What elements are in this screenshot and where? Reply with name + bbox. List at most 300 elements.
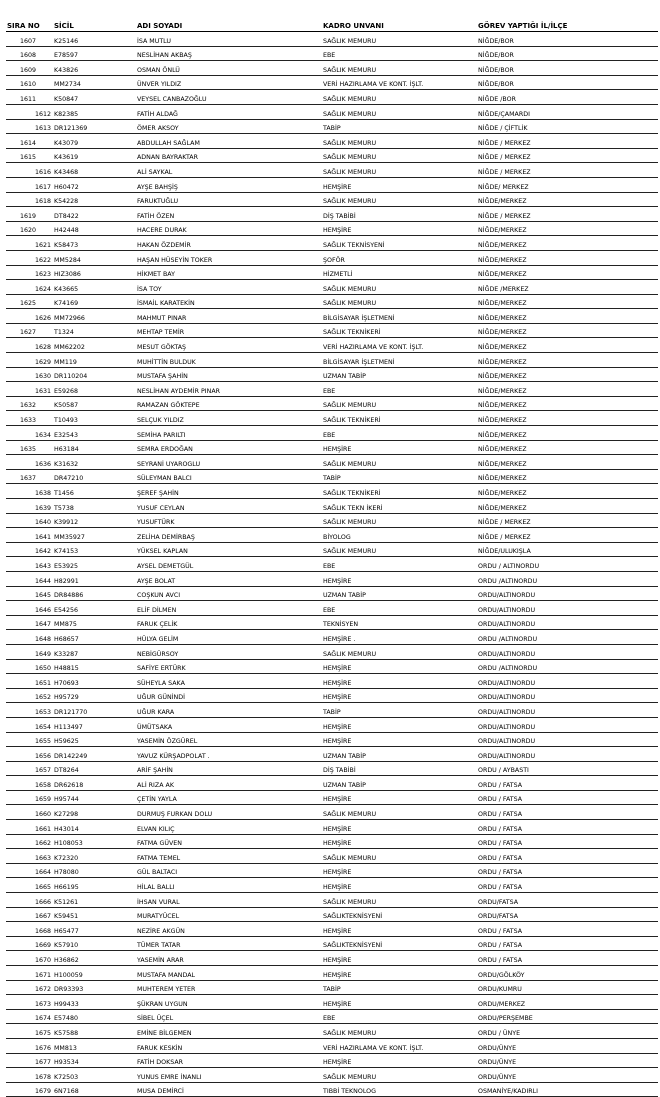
cell-sira-no: 1645 — [6, 586, 53, 601]
cell-gorev-yeri: NİĞDE/MERKEZ — [477, 382, 658, 397]
cell-sira-no: 1617 — [6, 177, 53, 192]
table-row — [6, 104, 658, 119]
table-row — [6, 557, 658, 572]
cell-kadro-unvani: SAĞLIK MEMURU — [322, 32, 477, 47]
table-row — [6, 75, 658, 90]
cell-adi-soyadi: İSMAİL KARATEKİN — [136, 294, 322, 309]
cell-sicil: H59625 — [53, 732, 136, 747]
cell-sicil: H113497 — [53, 717, 136, 732]
cell-adi-soyadi: VEYSEL CANBAZOĞLU — [136, 90, 322, 105]
table-row — [6, 761, 658, 776]
cell-sicil: K59451 — [53, 907, 136, 922]
cell-kadro-unvani: SAĞLIK MEMURU — [322, 644, 477, 659]
cell-gorev-yeri: NİĞDE / ÇİFTLİK — [477, 119, 658, 134]
cell-sicil: K25146 — [53, 32, 136, 47]
table-row — [6, 236, 658, 251]
cell-kadro-unvani: TEKNİSYEN — [322, 615, 477, 630]
cell-gorev-yeri: NİĞDE/MERKEZ — [477, 396, 658, 411]
table-row — [6, 32, 658, 47]
cell-sicil: E59268 — [53, 382, 136, 397]
cell-adi-soyadi: YÜKSEL KAPLAN — [136, 542, 322, 557]
cell-sicil: K43665 — [53, 280, 136, 295]
table-row — [6, 61, 658, 76]
cell-sicil: H95744 — [53, 790, 136, 805]
cell-kadro-unvani: BİLGİSAYAR İŞLETMENİ — [322, 309, 477, 324]
cell-kadro-unvani: HEMŞİRE — [322, 863, 477, 878]
personnel-table — [6, 20, 658, 1097]
cell-gorev-yeri: NİĞDE / MERKEZ — [477, 163, 658, 178]
cell-kadro-unvani: VERİ HAZIRLAMA VE KONT. İŞLT. — [322, 1038, 477, 1053]
cell-sira-no: 1653 — [6, 703, 53, 718]
table-row — [6, 674, 658, 689]
cell-sira-no: 1666 — [6, 893, 53, 908]
cell-sira-no: 1644 — [6, 571, 53, 586]
cell-gorev-yeri: ORDU / FATSA — [477, 790, 658, 805]
cell-sicil: T1456 — [53, 484, 136, 499]
cell-gorev-yeri: NİĞDE / MERKEZ — [477, 134, 658, 149]
cell-adi-soyadi: YUSUFTÜRK — [136, 513, 322, 528]
table-row — [6, 863, 658, 878]
cell-adi-soyadi: YASEMİN ÖZGÜREL — [136, 732, 322, 747]
cell-sicil: DR47210 — [53, 469, 136, 484]
cell-adi-soyadi: DURMUŞ FURKAN DOLU — [136, 805, 322, 820]
cell-kadro-unvani: HEMŞİRE — [322, 966, 477, 981]
cell-kadro-unvani: HEMŞİRE — [322, 878, 477, 893]
table-row — [6, 513, 658, 528]
cell-gorev-yeri: ORDU/ALTINORDU — [477, 747, 658, 762]
cell-sicil: MM35927 — [53, 528, 136, 543]
cell-sicil: H36862 — [53, 951, 136, 966]
cell-sicil: H63184 — [53, 440, 136, 455]
cell-sira-no: 1637 — [6, 469, 53, 484]
table-row — [6, 1024, 658, 1039]
table-row — [6, 426, 658, 441]
cell-gorev-yeri: NİĞDE/BOR — [477, 46, 658, 61]
cell-sira-no: 1658 — [6, 776, 53, 791]
cell-sicil: H99433 — [53, 995, 136, 1010]
cell-gorev-yeri: NİĞDE/MERKEZ — [477, 367, 658, 382]
cell-adi-soyadi: COŞKUN AVCI — [136, 586, 322, 601]
cell-adi-soyadi: ÜNVER YILDIZ — [136, 75, 322, 90]
cell-sicil: DR93393 — [53, 980, 136, 995]
table-row — [6, 849, 658, 864]
cell-sira-no: 1641 — [6, 528, 53, 543]
cell-gorev-yeri: ORDU/KUMRU — [477, 980, 658, 995]
cell-gorev-yeri: ORDU/ÜNYE — [477, 1053, 658, 1068]
table-row — [6, 805, 658, 820]
cell-kadro-unvani: SAĞLIKTEKNİSYENİ — [322, 907, 477, 922]
table-row — [6, 469, 658, 484]
cell-kadro-unvani: HEMŞİRE — [322, 571, 477, 586]
cell-sira-no: 1629 — [6, 353, 53, 368]
cell-sicil: K43619 — [53, 148, 136, 163]
cell-sira-no: 1612 — [6, 104, 53, 119]
cell-sicil: H42448 — [53, 221, 136, 236]
cell-sira-no: 1659 — [6, 790, 53, 805]
cell-sira-no: 1671 — [6, 966, 53, 981]
cell-adi-soyadi: ÖMER AKSOY — [136, 119, 322, 134]
cell-kadro-unvani: BİYOLOG — [322, 528, 477, 543]
cell-sicil: DR142249 — [53, 747, 136, 762]
cell-sicil: K39912 — [53, 513, 136, 528]
cell-gorev-yeri: NİĞDE/MERKEZ — [477, 484, 658, 499]
cell-kadro-unvani: HEMŞİRE — [322, 221, 477, 236]
table-row — [6, 966, 658, 981]
cell-sicil: T1324 — [53, 323, 136, 338]
cell-sira-no: 1620 — [6, 221, 53, 236]
cell-gorev-yeri: ORDU / FATSA — [477, 849, 658, 864]
cell-adi-soyadi: İSA TOY — [136, 280, 322, 295]
cell-adi-soyadi: AYŞE BAHŞİŞ — [136, 177, 322, 192]
cell-adi-soyadi: ÜMÜTSAKA — [136, 717, 322, 732]
cell-sira-no: 1643 — [6, 557, 53, 572]
table-row — [6, 484, 658, 499]
cell-kadro-unvani: SAĞLIK TEKNİSYENİ — [322, 236, 477, 251]
cell-sira-no: 1642 — [6, 542, 53, 557]
cell-adi-soyadi: MURATYÜCEL — [136, 907, 322, 922]
table-row — [6, 396, 658, 411]
cell-kadro-unvani: TABİP — [322, 119, 477, 134]
table-row — [6, 163, 658, 178]
cell-gorev-yeri: ORDU/ALTINORDU — [477, 688, 658, 703]
table-row — [6, 134, 658, 149]
table-row — [6, 659, 658, 674]
cell-adi-soyadi: ABDULLAH SAĞLAM — [136, 134, 322, 149]
cell-gorev-yeri: ORDU/ALTINORDU — [477, 644, 658, 659]
cell-adi-soyadi: SÜLEYMAN BALCI — [136, 469, 322, 484]
cell-gorev-yeri: ORDU/ÜNYE — [477, 1068, 658, 1083]
cell-kadro-unvani: HEMŞİRE — [322, 820, 477, 835]
cell-adi-soyadi: AYSEL DEMETGÜL — [136, 557, 322, 572]
table-row — [6, 630, 658, 645]
cell-gorev-yeri: ORDU / ÜNYE — [477, 1024, 658, 1039]
cell-gorev-yeri: ORDU/GÖLKÖY — [477, 966, 658, 981]
table-row — [6, 951, 658, 966]
cell-sira-no: 1646 — [6, 601, 53, 616]
cell-adi-soyadi: MEHTAP TEMİR — [136, 323, 322, 338]
cell-sicil: K27298 — [53, 805, 136, 820]
table-row — [6, 571, 658, 586]
cell-sicil: H66195 — [53, 878, 136, 893]
cell-gorev-yeri: ORDU/ALTINORDU — [477, 703, 658, 718]
cell-kadro-unvani: UZMAN TABİP — [322, 367, 477, 382]
table-row — [6, 353, 658, 368]
cell-kadro-unvani: UZMAN TABİP — [322, 586, 477, 601]
cell-kadro-unvani: SAĞLIK MEMURU — [322, 294, 477, 309]
cell-kadro-unvani: HEMŞİRE — [322, 674, 477, 689]
cell-gorev-yeri: ORDU/ALTINORDU — [477, 732, 658, 747]
cell-sira-no: 1669 — [6, 936, 53, 951]
cell-gorev-yeri: NİĞDE/MERKEZ — [477, 265, 658, 280]
cell-sira-no: 1678 — [6, 1068, 53, 1083]
cell-sira-no: 1628 — [6, 338, 53, 353]
table-row — [6, 455, 658, 470]
cell-sicil: K72503 — [53, 1068, 136, 1083]
cell-kadro-unvani: SAĞLIK MEMURU — [322, 90, 477, 105]
cell-adi-soyadi: FARUK ÇELİK — [136, 615, 322, 630]
cell-adi-soyadi: ELİF DİLMEN — [136, 601, 322, 616]
cell-gorev-yeri: ORDU/ÜNYE — [477, 1038, 658, 1053]
table-row — [6, 747, 658, 762]
cell-sira-no: 1672 — [6, 980, 53, 995]
cell-kadro-unvani: SAĞLIK MEMURU — [322, 163, 477, 178]
cell-sira-no: 1656 — [6, 747, 53, 762]
cell-sicil: E32543 — [53, 426, 136, 441]
cell-adi-soyadi: HÜLYA GELİM — [136, 630, 322, 645]
cell-sira-no: 1675 — [6, 1024, 53, 1039]
cell-kadro-unvani: VERİ HAZIRLAMA VE KONT. İŞLT. — [322, 75, 477, 90]
cell-adi-soyadi: EMİNE BİLGEMEN — [136, 1024, 322, 1039]
cell-kadro-unvani: TABİP — [322, 703, 477, 718]
cell-sicil: K43468 — [53, 163, 136, 178]
cell-adi-soyadi: NEZİRE AKGÜN — [136, 922, 322, 937]
cell-kadro-unvani: SAĞLIK MEMURU — [322, 1068, 477, 1083]
cell-adi-soyadi: OSMAN ÖNLÜ — [136, 61, 322, 76]
cell-sira-no: 1661 — [6, 820, 53, 835]
table-row — [6, 922, 658, 937]
cell-adi-soyadi: MUSTAFA MANDAL — [136, 966, 322, 981]
table-row — [6, 280, 658, 295]
cell-adi-soyadi: ŞÜKRAN UYGUN — [136, 995, 322, 1010]
cell-gorev-yeri: ORDU / FATSA — [477, 805, 658, 820]
cell-kadro-unvani: SAĞLIK MEMURU — [322, 104, 477, 119]
table-row — [6, 265, 658, 280]
cell-gorev-yeri: OSMANİYE/KADIRLI — [477, 1082, 658, 1097]
cell-kadro-unvani: SAĞLIK MEMURU — [322, 396, 477, 411]
table-row — [6, 250, 658, 265]
cell-adi-soyadi: HAŞAN HÜSEYİN TOKER — [136, 250, 322, 265]
table-row — [6, 338, 658, 353]
table-row — [6, 499, 658, 514]
cell-gorev-yeri: NİĞDE /BOR — [477, 90, 658, 105]
table-row — [6, 703, 658, 718]
table-row — [6, 601, 658, 616]
table-row — [6, 309, 658, 324]
cell-sicil: K31632 — [53, 455, 136, 470]
cell-kadro-unvani: HEMŞİRE — [322, 440, 477, 455]
cell-kadro-unvani: EBE — [322, 382, 477, 397]
cell-sira-no: 1611 — [6, 90, 53, 105]
cell-sicil: H60472 — [53, 177, 136, 192]
cell-sicil: H43014 — [53, 820, 136, 835]
cell-sira-no: 1674 — [6, 1009, 53, 1024]
table-row — [6, 1038, 658, 1053]
cell-gorev-yeri: NİĞDE/BOR — [477, 32, 658, 47]
cell-sicil: E53925 — [53, 557, 136, 572]
cell-sira-no: 1676 — [6, 1038, 53, 1053]
cell-sira-no: 1663 — [6, 849, 53, 864]
cell-gorev-yeri: NİĞDE/MERKEZ — [477, 426, 658, 441]
cell-adi-soyadi: SÜHEYLA SAKA — [136, 674, 322, 689]
cell-gorev-yeri: ORDU / FATSA — [477, 820, 658, 835]
cell-sicil: K74169 — [53, 294, 136, 309]
cell-kadro-unvani: SAĞLIK TEKNİKERİ — [322, 323, 477, 338]
cell-kadro-unvani: HEMŞİRE — [322, 995, 477, 1010]
cell-sicil: K72320 — [53, 849, 136, 864]
cell-adi-soyadi: YAVUZ KÜRŞADPOLAT . — [136, 747, 322, 762]
cell-adi-soyadi: FATMA GÜVEN — [136, 834, 322, 849]
cell-gorev-yeri: ORDU/ALTINORDU — [477, 674, 658, 689]
cell-sira-no: 1655 — [6, 732, 53, 747]
cell-adi-soyadi: İHSAN VURAL — [136, 893, 322, 908]
cell-sicil: K74153 — [53, 542, 136, 557]
cell-sicil: E54256 — [53, 601, 136, 616]
cell-sira-no: 1670 — [6, 951, 53, 966]
cell-kadro-unvani: HEMŞİRE — [322, 834, 477, 849]
cell-sira-no: 1638 — [6, 484, 53, 499]
cell-sicil: H65477 — [53, 922, 136, 937]
cell-kadro-unvani: SAĞLIK MEMURU — [322, 849, 477, 864]
cell-sicil: MM62202 — [53, 338, 136, 353]
table-row — [6, 192, 658, 207]
cell-kadro-unvani: SAĞLIK MEMURU — [322, 134, 477, 149]
cell-sira-no: 1664 — [6, 863, 53, 878]
cell-gorev-yeri: NİĞDE/BOR — [477, 61, 658, 76]
cell-sira-no: 1621 — [6, 236, 53, 251]
cell-kadro-unvani: UZMAN TABİP — [322, 776, 477, 791]
cell-gorev-yeri: NİĞDE/ MERKEZ — [477, 177, 658, 192]
cell-sira-no: 1679 — [6, 1082, 53, 1097]
cell-adi-soyadi: FATMA TEMEL — [136, 849, 322, 864]
cell-sicil: K43079 — [53, 134, 136, 149]
cell-kadro-unvani: EBE — [322, 1009, 477, 1024]
cell-gorev-yeri: NİĞDE /MERKEZ — [477, 280, 658, 295]
cell-kadro-unvani: EBE — [322, 601, 477, 616]
cell-gorev-yeri: NİĞDE/ÇAMARDI — [477, 104, 658, 119]
header-sicil: SİCİL — [53, 20, 136, 32]
cell-adi-soyadi: FARUK KESKİN — [136, 1038, 322, 1053]
cell-sicil: MM2734 — [53, 75, 136, 90]
cell-sicil: K50587 — [53, 396, 136, 411]
cell-sira-no: 1630 — [6, 367, 53, 382]
cell-gorev-yeri: NİĞDE/MERKEZ — [477, 192, 658, 207]
table-row — [6, 90, 658, 105]
cell-sicil: K57910 — [53, 936, 136, 951]
table-row — [6, 1082, 658, 1097]
cell-gorev-yeri: NİĞDE/MERKEZ — [477, 411, 658, 426]
cell-sira-no: 1649 — [6, 644, 53, 659]
cell-sira-no: 1636 — [6, 455, 53, 470]
cell-gorev-yeri: ORDU / FATSA — [477, 863, 658, 878]
cell-sira-no: 1667 — [6, 907, 53, 922]
cell-adi-soyadi: FATİH DOKSAR — [136, 1053, 322, 1068]
cell-kadro-unvani: HEMŞİRE — [322, 732, 477, 747]
cell-adi-soyadi: ADNAN BAYRAKTAR — [136, 148, 322, 163]
cell-kadro-unvani: SAĞLIK MEMURU — [322, 280, 477, 295]
cell-sicil: H100059 — [53, 966, 136, 981]
cell-adi-soyadi: FATİH ALDAĞ — [136, 104, 322, 119]
table-row — [6, 323, 658, 338]
cell-sicil: HIZ3086 — [53, 265, 136, 280]
cell-gorev-yeri: NİĞDE/MERKEZ — [477, 353, 658, 368]
table-row — [6, 717, 658, 732]
table-row — [6, 1009, 658, 1024]
cell-sira-no: 1647 — [6, 615, 53, 630]
cell-sira-no: 1608 — [6, 46, 53, 61]
cell-adi-soyadi: NEBİGÜRSOY — [136, 644, 322, 659]
cell-sira-no: 1639 — [6, 499, 53, 514]
table-row — [6, 907, 658, 922]
cell-sira-no: 1631 — [6, 382, 53, 397]
cell-adi-soyadi: ELVAN KILIÇ — [136, 820, 322, 835]
cell-gorev-yeri: NİĞDE / MERKEZ — [477, 207, 658, 222]
cell-sira-no: 1625 — [6, 294, 53, 309]
cell-gorev-yeri: NİĞDE/MERKEZ — [477, 309, 658, 324]
cell-adi-soyadi: HAKAN ÖZDEMİR — [136, 236, 322, 251]
cell-sicil: H93534 — [53, 1053, 136, 1068]
cell-adi-soyadi: HACERE DURAK — [136, 221, 322, 236]
cell-sira-no: 1626 — [6, 309, 53, 324]
cell-kadro-unvani: SAĞLIK MEMURU — [322, 805, 477, 820]
cell-sira-no: 1651 — [6, 674, 53, 689]
cell-gorev-yeri: ORDU / FATSA — [477, 878, 658, 893]
cell-gorev-yeri: NİĞDE/MERKEZ — [477, 250, 658, 265]
table-row — [6, 1053, 658, 1068]
cell-gorev-yeri: NİĞDE/MERKEZ — [477, 469, 658, 484]
table-body — [6, 32, 658, 1097]
table-row — [6, 893, 658, 908]
cell-kadro-unvani: EBE — [322, 557, 477, 572]
cell-sicil: H70693 — [53, 674, 136, 689]
cell-kadro-unvani: SAĞLIK TEKNİKERİ — [322, 484, 477, 499]
cell-kadro-unvani: HEMŞİRE — [322, 1053, 477, 1068]
cell-adi-soyadi: MUHİTTİN BULDUK — [136, 353, 322, 368]
cell-gorev-yeri: ORDU/ALTINORDU — [477, 601, 658, 616]
table-row — [6, 382, 658, 397]
cell-gorev-yeri: NİĞDE/MERKEZ — [477, 236, 658, 251]
cell-kadro-unvani: SAĞLIK TEKN İKERİ — [322, 499, 477, 514]
cell-sicil: K58473 — [53, 236, 136, 251]
cell-adi-soyadi: MAHMUT PINAR — [136, 309, 322, 324]
cell-sicil: MM119 — [53, 353, 136, 368]
cell-kadro-unvani: SAĞLIK MEMURU — [322, 513, 477, 528]
table-row — [6, 995, 658, 1010]
cell-adi-soyadi: ALİ RIZA AK — [136, 776, 322, 791]
cell-adi-soyadi: MUHTEREM YETER — [136, 980, 322, 995]
cell-sicil: 6N7168 — [53, 1082, 136, 1097]
cell-gorev-yeri: ORDU / FATSA — [477, 922, 658, 937]
cell-adi-soyadi: HİKMET BAY — [136, 265, 322, 280]
cell-kadro-unvani: SAĞLIK MEMURU — [322, 1024, 477, 1039]
cell-adi-soyadi: SEMRA ERDOĞAN — [136, 440, 322, 455]
cell-gorev-yeri: ORDU/PERŞEMBE — [477, 1009, 658, 1024]
cell-gorev-yeri: ORDU/FATSA — [477, 907, 658, 922]
cell-kadro-unvani: HEMŞİRE — [322, 177, 477, 192]
cell-sira-no: 1619 — [6, 207, 53, 222]
table-row — [6, 207, 658, 222]
cell-sicil: T5738 — [53, 499, 136, 514]
cell-sira-no: 1657 — [6, 761, 53, 776]
cell-sicil: H68657 — [53, 630, 136, 645]
cell-gorev-yeri: ORDU / FATSA — [477, 834, 658, 849]
cell-gorev-yeri: ORDU / ALTINORDU — [477, 557, 658, 572]
header-sira-no: SIRA NO — [6, 20, 53, 32]
cell-sira-no: 1654 — [6, 717, 53, 732]
cell-adi-soyadi: SEYRANİ UYAROGLU — [136, 455, 322, 470]
cell-sicil: K51261 — [53, 893, 136, 908]
cell-adi-soyadi: SELÇUK YILDIZ — [136, 411, 322, 426]
table-row — [6, 980, 658, 995]
cell-sira-no: 1627 — [6, 323, 53, 338]
cell-gorev-yeri: NİĞDE/MERKEZ — [477, 221, 658, 236]
table-row — [6, 367, 658, 382]
cell-sira-no: 1618 — [6, 192, 53, 207]
cell-kadro-unvani: HEMŞİRE — [322, 951, 477, 966]
cell-sira-no: 1668 — [6, 922, 53, 937]
cell-adi-soyadi: YUNUS EMRE İNANLI — [136, 1068, 322, 1083]
cell-sira-no: 1613 — [6, 119, 53, 134]
cell-gorev-yeri: ORDU/MERKEZ — [477, 995, 658, 1010]
